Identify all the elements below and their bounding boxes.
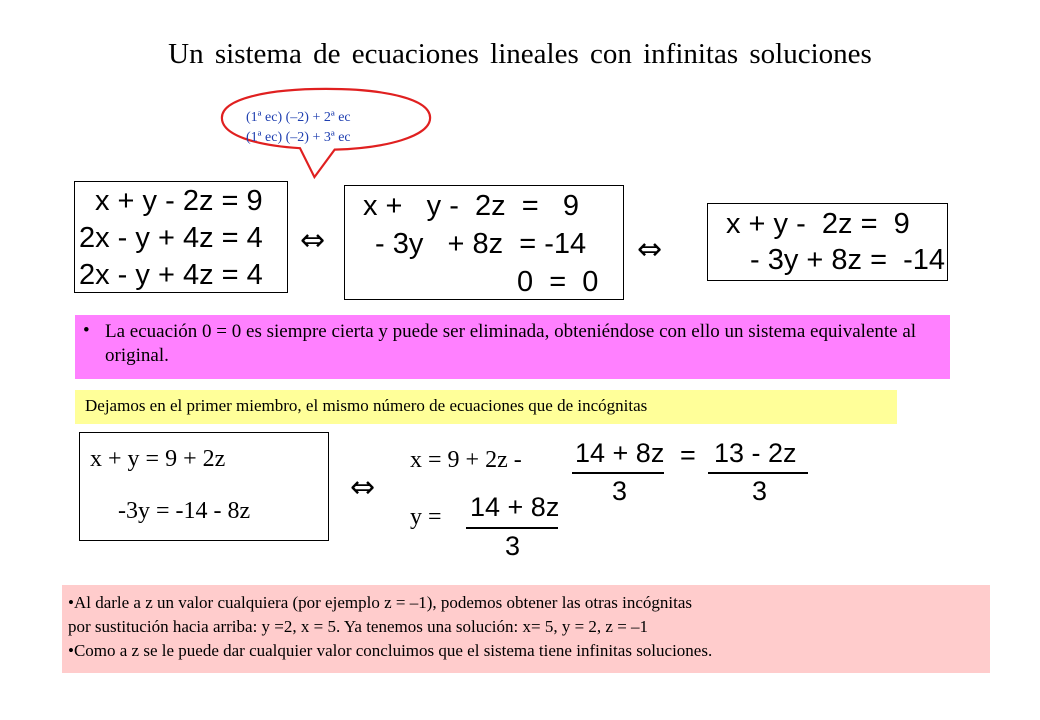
note-equation-zero-text: La ecuación 0 = 0 es siempre cierta y puede ser eliminada, obteniéndose con ello un sistema equivalente al original. (105, 321, 917, 366)
note-first-member (75, 390, 897, 424)
system-2-eq-3: 0 = 0 (517, 266, 599, 298)
system-1-eq-3: 2x - y + 4z = 4 (79, 259, 263, 291)
system-2-eq-1: x + y - 2z = 9 (363, 190, 579, 222)
system-4-box (79, 432, 329, 541)
fraction-3-bar (466, 527, 558, 529)
equals-sign: = (680, 440, 696, 470)
fraction-2-bar (708, 472, 808, 474)
note-conclusion-line-3: •Como a z se le puede dar cualquier valor concluimos que el sistema tiene infinitas soluciones. (68, 641, 713, 660)
system-1-box (74, 181, 288, 293)
bubble-line-2: (1ª ec) (–2) + 3ª ec (246, 130, 351, 145)
fraction-3-numerator: 14 + 8z (470, 492, 560, 522)
system-4-eq-1: x + y = 9 + 2z (90, 446, 226, 472)
bubble-line-1: (1ª ec) (–2) + 2ª ec (246, 110, 351, 125)
note-conclusion-line-2: por sustitución hacia arriba: y =2, x = 5. Ya tenemos una solución: x= 5, y = 2, z = –1 (68, 617, 649, 636)
system-2-box (344, 185, 624, 300)
system-1-eq-1: x + y - 2z = 9 (95, 185, 263, 217)
fraction-3-denominator: 3 (505, 531, 521, 561)
note-equation-zero (75, 315, 950, 379)
system-3-eq-1: x + y - 2z = 9 (726, 208, 910, 240)
note-conclusion-line-1: •Al darle a z un valor cualquiera (por ejemplo z = –1), podemos obtener las otras incógnitas (68, 593, 693, 612)
bubble-text (246, 108, 351, 148)
note-conclusion-text (68, 591, 712, 663)
equivalence-arrow-3: ⇔ (350, 470, 376, 505)
fraction-1-denominator: 3 (612, 476, 628, 506)
fraction-1-bar (572, 472, 664, 474)
solution-y-lhs: y = (410, 504, 442, 530)
system-1-eq-2: 2x - y + 4z = 4 (79, 222, 263, 254)
fraction-2-numerator: 13 - 2z (714, 438, 797, 468)
system-4-eq-2: -3y = -14 - 8z (118, 498, 251, 524)
equivalence-arrow-1: ⇔ (300, 223, 326, 258)
note-conclusion (62, 585, 990, 673)
note-first-member-text: Dejamos en el primer miembro, el mismo número de ecuaciones que de incógnitas (85, 396, 648, 415)
page-title: Un sistema de ecuaciones lineales con infinitas soluciones (168, 38, 872, 70)
fraction-2-denominator: 3 (752, 476, 768, 506)
system-2-eq-2: - 3y + 8z = -14 (375, 228, 587, 260)
system-3-eq-2: - 3y + 8z = -14 (750, 244, 946, 276)
bullet: • (83, 320, 90, 341)
fraction-1-numerator: 14 + 8z (575, 438, 665, 468)
system-3-box (707, 203, 948, 281)
solution-x-lhs: x = 9 + 2z - (410, 447, 522, 473)
equivalence-arrow-2: ⇔ (637, 232, 663, 267)
